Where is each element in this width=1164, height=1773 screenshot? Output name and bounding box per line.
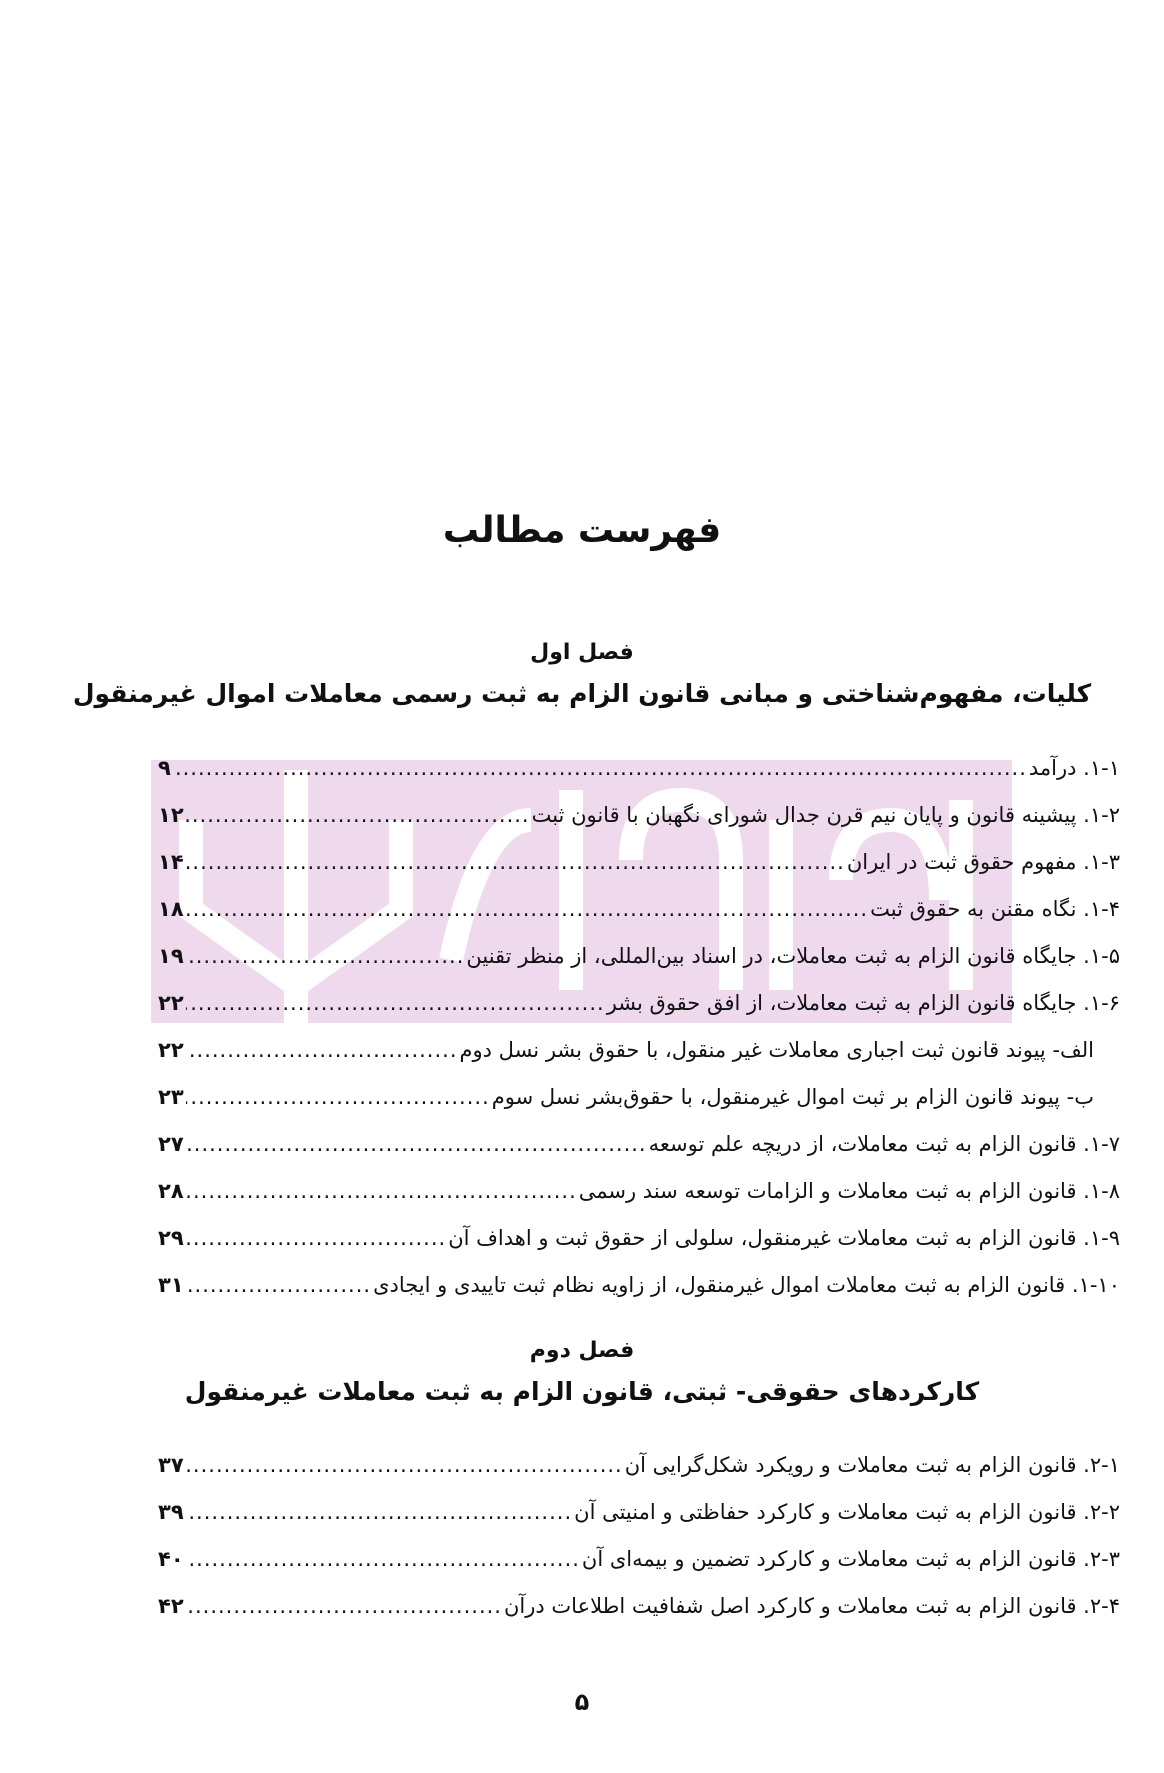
- toc-entry-page: ۱۹: [158, 944, 184, 968]
- toc-entry: [158, 780, 1120, 827]
- toc-entry-title: ۱-۲. پیشینه قانون و پایان نیم قرن جدال شورای نگهبان با قانون ثبت: [531, 803, 1120, 827]
- toc-entry-title: ۱-۳. مفهوم حقوق ثبت در ایران: [846, 850, 1120, 874]
- chapter-2-label: فصل دوم: [529, 1338, 635, 1363]
- toc-entry-title: ۱-۵. جایگاه قانون الزام به ثبت معاملات، در اسناد بین‌المللی، از منظر تقنین: [466, 944, 1120, 968]
- chapter-1-toc: [158, 733, 1120, 1297]
- toc-entry: [158, 921, 1120, 968]
- chapter-2-toc: [158, 1430, 1120, 1618]
- leader-dots: [186, 803, 530, 827]
- leader-dots: [186, 1273, 371, 1297]
- toc-entry-page: ۳۱: [158, 1273, 184, 1297]
- toc-entry-title: ۲-۳. قانون الزام به ثبت معاملات و کارکرد تضمین و بیمه‌ای آن: [581, 1547, 1120, 1571]
- leader-dots: [186, 1547, 580, 1571]
- toc-entry-page: ۲۸: [158, 1179, 184, 1203]
- toc-entry-title: ۱-۸. قانون الزام به ثبت معاملات و الزامات توسعه سند رسمی: [578, 1179, 1120, 1203]
- toc-entry: [158, 1477, 1120, 1524]
- leader-dots: [186, 944, 465, 968]
- toc-entry: [158, 1250, 1120, 1297]
- toc-entry: [158, 968, 1120, 1015]
- leader-dots: [186, 850, 845, 874]
- toc-entry: [158, 1156, 1120, 1203]
- toc-entry: [158, 1062, 1120, 1109]
- chapter-1-subtitle: کلیات، مفهوم‌شناختی و مبانی قانون الزام به ثبت رسمی معاملات اموال غیرمنقول: [72, 679, 1092, 708]
- toc-entry-title: ۱-۷. قانون الزام به ثبت معاملات، از دریچه علم توسعه: [648, 1132, 1120, 1156]
- leader-dots: [186, 1085, 490, 1109]
- chapter-2-heading: [0, 1338, 1164, 1406]
- leader-dots: [186, 991, 605, 1015]
- leader-dots: [186, 897, 868, 921]
- leader-dots: [186, 1038, 458, 1062]
- leader-dots: [173, 756, 1027, 780]
- toc-entry-page: ۱۴: [158, 850, 184, 874]
- toc-entry-title: ۱-۶. جایگاه قانون الزام به ثبت معاملات، از افق حقوق بشر: [606, 991, 1120, 1015]
- toc-entry-page: ۳۷: [158, 1453, 184, 1477]
- toc-entry: [158, 733, 1120, 780]
- toc-entry: [158, 1109, 1120, 1156]
- leader-dots: [186, 1453, 623, 1477]
- toc-entry: [158, 1015, 1120, 1062]
- page-title: فهرست مطالب: [442, 510, 722, 551]
- toc-entry: [158, 1430, 1120, 1477]
- toc-entry-page: ۳۹: [158, 1500, 184, 1524]
- toc-entry-title: ۲-۴. قانون الزام به ثبت معاملات و کارکرد اصل شفافیت اطلاعات درآن: [503, 1594, 1120, 1618]
- toc-entry-page: ۲۳: [158, 1085, 184, 1109]
- toc-entry-title: ۲-۱. قانون الزام به ثبت معاملات و رویکرد شکل‌گرایی آن: [624, 1453, 1120, 1477]
- leader-dots: [186, 1132, 647, 1156]
- toc-entry: [158, 1524, 1120, 1571]
- toc-entry: [158, 874, 1120, 921]
- chapter-1-heading: [0, 640, 1164, 708]
- toc-entry-page: ۲۹: [158, 1226, 184, 1250]
- toc-entry-page: ۱۸: [158, 897, 184, 921]
- toc-entry: [158, 1203, 1120, 1250]
- toc-entry-page: ۴۲: [158, 1594, 184, 1618]
- leader-dots: [186, 1226, 447, 1250]
- toc-entry-page: ۹: [158, 756, 171, 780]
- page-number: ۵: [574, 1688, 590, 1716]
- chapter-1-label: فصل اول: [530, 640, 634, 665]
- toc-entry-page: ۲۷: [158, 1132, 184, 1156]
- toc-entry-title: ب- پیوند قانون الزام بر ثبت اموال غیرمنقول، با حقوق‌بشر نسل سوم: [491, 1085, 1094, 1109]
- leader-dots: [186, 1179, 577, 1203]
- toc-entry-title: ۱-۱۰. قانون الزام به ثبت معاملات اموال غیرمنقول، از زاویه نظام ثبت تاییدی و ایجادی: [373, 1273, 1120, 1297]
- toc-entry-title: ۱-۹. قانون الزام به ثبت معاملات غیرمنقول، سلولی از حقوق ثبت و اهداف آن: [448, 1226, 1120, 1250]
- toc-entry-title: الف- پیوند قانون ثبت اجباری معاملات غیر منقول، با حقوق بشر نسل دوم: [459, 1038, 1094, 1062]
- toc-entry: [158, 1571, 1120, 1618]
- toc-entry-title: ۱-۴. نگاه مقنن به حقوق ثبت: [870, 897, 1120, 921]
- leader-dots: [186, 1594, 502, 1618]
- toc-entry-page: ۱۲: [158, 803, 184, 827]
- toc-entry-page: ۴۰: [158, 1547, 184, 1571]
- chapter-2-subtitle: کارکردهای حقوقی- ثبتی، قانون الزام به ثبت معاملات غیرمنقول: [184, 1377, 980, 1406]
- toc-entry-title: ۲-۲. قانون الزام به ثبت معاملات و کارکرد حفاظتی و امنیتی آن: [574, 1500, 1120, 1524]
- toc-entry-page: ۲۲: [158, 1038, 184, 1062]
- toc-entry-title: ۱-۱. درآمد: [1028, 756, 1120, 780]
- toc-entry: [158, 827, 1120, 874]
- toc-entry-page: ۲۲: [158, 991, 184, 1015]
- leader-dots: [186, 1500, 573, 1524]
